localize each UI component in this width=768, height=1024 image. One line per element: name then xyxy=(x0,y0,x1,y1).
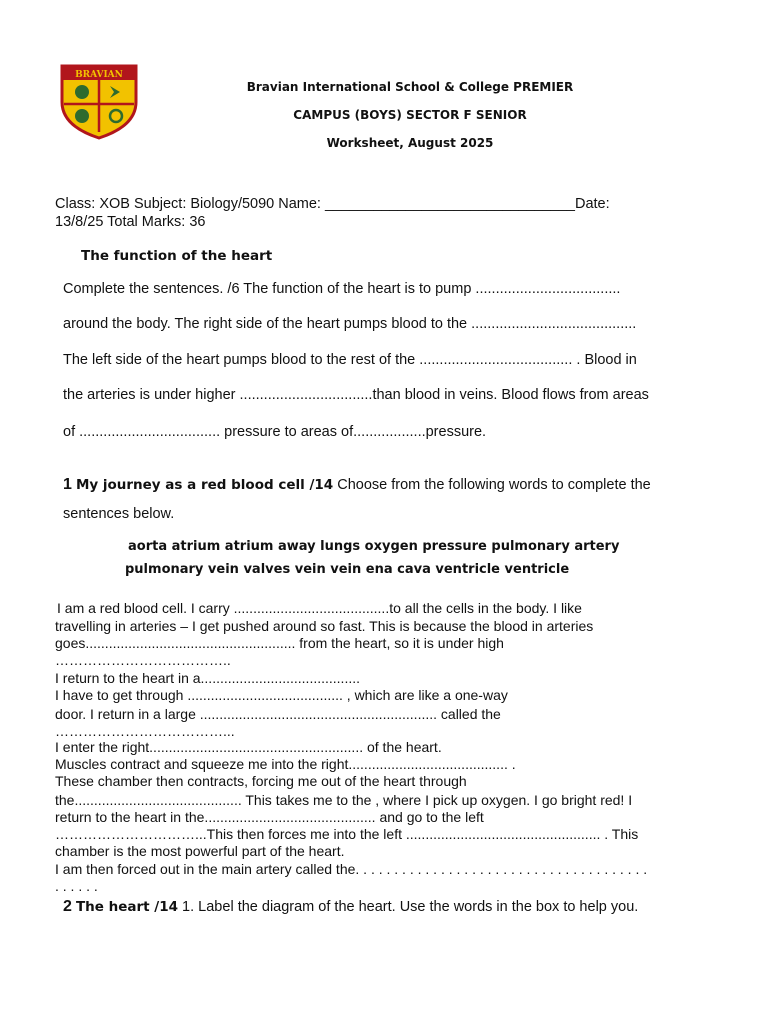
logo-emblem-icon xyxy=(75,85,89,99)
word-bank-line: aorta atrium atrium away lungs oxygen pressure pulmonary artery xyxy=(128,539,620,554)
journey-line: goes...................................................... from the heart, so it is under high xyxy=(55,635,504,651)
section-1-heading xyxy=(63,476,651,494)
heart-function-line: the arteries is under higher .................................than blood in veins. Blood flows from areas xyxy=(63,387,649,403)
class-info-line1: Class: XOB Subject: Biology/5090 Name: _______________________________Date: xyxy=(55,196,610,212)
section-number: 1 xyxy=(63,476,72,493)
journey-line: I have to get through ........................................ , which are like a one-way xyxy=(55,687,508,703)
journey-line: return to the heart in the............................................ and go to the left xyxy=(55,809,484,825)
journey-line: …………………………...This then forces me into the left .................................................. . This xyxy=(55,826,639,842)
section-instruction: Choose from the following words to complete the xyxy=(333,477,651,493)
journey-line: I am then forced out in the main artery called the. . . . . . . . . . . . . . . . . . . . . . . . . . . . . . . . . . . . . . xyxy=(55,861,648,877)
journey-line: chamber is the most powerful part of the heart. xyxy=(55,843,345,859)
journey-line: I enter the right....................................................... of the heart. xyxy=(55,739,442,755)
section-title: My journey as a red blood cell /14 xyxy=(75,477,334,493)
word-bank-line: pulmonary vein valves vein vein ena cava ventricle ventricle xyxy=(125,562,570,577)
journey-line: travelling in arteries – I get pushed around so fast. This is because the blood in arteries xyxy=(55,618,594,634)
heart-function-line: of ................................... pressure to areas of..................pressure. xyxy=(63,424,487,440)
school-name-line1: Bravian International School & College PREMIER xyxy=(246,80,574,94)
school-logo xyxy=(58,62,140,140)
journey-line: the........................................... This takes me to the , where I pick up oxygen. I go bright red! I xyxy=(55,792,633,808)
class-info-line2: 13/8/25 Total Marks: 36 xyxy=(55,214,206,230)
logo-text: BRAVIAN xyxy=(75,70,123,80)
section-title: The heart /14 xyxy=(75,899,179,915)
journey-line: door. I return in a large ............................................................. called the xyxy=(55,706,501,722)
section-title-heart-function: The function of the heart xyxy=(81,248,273,264)
journey-line: I return to the heart in a......................................... xyxy=(55,670,361,686)
journey-line: Muscles contract and squeeze me into the right......................................... . xyxy=(55,756,516,772)
heart-function-line: Complete the sentences. /6 The function of the heart is to pump .................................... xyxy=(63,281,621,297)
journey-line: ………………………………... xyxy=(55,723,235,739)
journey-line: . . . . . . xyxy=(55,878,98,894)
school-name-line2: CAMPUS (BOYS) SECTOR F SENIOR xyxy=(293,108,527,122)
section-instruction: 1. Label the diagram of the heart. Use the words in the box to help you. xyxy=(178,899,639,915)
heart-function-line: around the body. The right side of the heart pumps blood to the ......................................... xyxy=(63,316,637,332)
journey-line: These chamber then contracts, forcing me out of the heart through xyxy=(55,773,467,789)
section-number: 2 xyxy=(63,898,72,915)
journey-line: I am a red blood cell. I carry ........................................to all the cells in the body. I like xyxy=(57,600,582,616)
section-2-heading xyxy=(63,898,638,916)
worksheet-title: Worksheet, August 2025 xyxy=(326,136,494,150)
heart-function-line: The left side of the heart pumps blood to the rest of the ...................................... . Blood in xyxy=(63,352,637,368)
section-instruction-cont: sentences below. xyxy=(63,506,175,522)
journey-line: ……………………………….. xyxy=(55,652,231,668)
